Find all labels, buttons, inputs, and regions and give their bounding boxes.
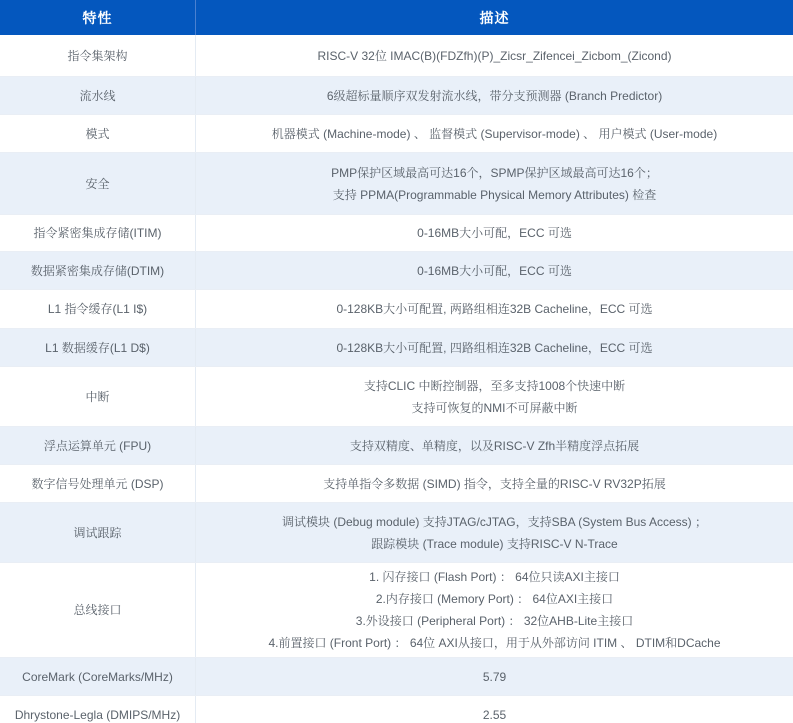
table-row (0, 329, 793, 367)
feature-cell: 浮点运算单元 (FPU) (0, 427, 196, 464)
table-row (0, 153, 793, 215)
description-line: 3.外设接口 (Peripheral Port) ： 32位AHB-Lite主接口 (355, 614, 634, 628)
feature-cell: 调试跟踪 (0, 503, 196, 562)
description-cell (196, 563, 793, 657)
description-cell (196, 35, 793, 76)
feature-cell: 指令集架构 (0, 35, 196, 76)
description-cell (196, 427, 793, 464)
table-row (0, 77, 793, 115)
description-cell (196, 115, 793, 152)
feature-cell: Dhrystone-Legla (DMIPS/MHz) (0, 696, 196, 723)
feature-cell: 数据紧密集成存储(DTIM) (0, 252, 196, 289)
description-line: 支持单指令多数据 (SIMD) 指令，支持全量的RISC-V RV32P拓展 (323, 476, 666, 491)
feature-cell: 中断 (0, 367, 196, 426)
table-body (0, 35, 793, 723)
description-line: 6级超标量顺序双发射流水线，带分支预测器 (Branch Predictor) (326, 88, 663, 103)
table-row (0, 427, 793, 465)
feature-cell: 安全 (0, 153, 196, 214)
feature-cell: 指令紧密集成存储(ITIM) (0, 215, 196, 251)
feature-cell: 流水线 (0, 77, 196, 114)
table-row (0, 465, 793, 503)
description-line: 1. 闪存接口 (Flash Port) ： 64位只读AXI主接口 (369, 570, 620, 584)
table-row (0, 696, 793, 723)
description-line: 调试模块 (Debug module) 支持JTAG/cJTAG，支持SBA (System Bus Access) ； (282, 514, 707, 529)
description-cell (196, 77, 793, 114)
description-cell (196, 215, 793, 251)
description-line: 机器模式 (Machine-mode) 、 监督模式 (Supervisor-mode) 、 用户模式 (User-mode) (271, 126, 718, 141)
table-row (0, 290, 793, 329)
description-line: PMP保护区域最高可达16个，SPMP保护区域最高可达16个； (331, 165, 658, 180)
description-line: 跟踪模块 (Trace module) 支持RISC-V N-Trace (371, 536, 618, 551)
description-line: 0-16MB大小可配，ECC 可选 (417, 263, 572, 278)
description-line: 0-128KB大小可配置, 两路组相连32B Cacheline，ECC 可选 (336, 302, 653, 316)
feature-cell: 数字信号处理单元 (DSP) (0, 465, 196, 502)
table-row (0, 658, 793, 696)
description-cell (196, 465, 793, 502)
description-cell (196, 658, 793, 695)
table-row (0, 252, 793, 290)
description-line: 支持 PPMA(Programmable Physical Memory Attributes) 检查 (332, 187, 657, 202)
description-cell (196, 503, 793, 562)
column-header-feature: 特性 (0, 0, 196, 35)
feature-cell: CoreMark (CoreMarks/MHz) (0, 658, 196, 695)
description-line: 0-128KB大小可配置, 四路组相连32B Cacheline，ECC 可选 (336, 340, 653, 355)
table-row (0, 367, 793, 427)
description-line: RISC-V 32位 IMAC(B)(FDZfh)(P)_Zicsr_Zifencei_Zicbom_(Zicond) (317, 48, 672, 63)
description-line: 2.内存接口 (Memory Port) ： 64位AXI主接口 (375, 592, 614, 606)
table-row (0, 115, 793, 153)
description-line: 5.79 (482, 669, 507, 684)
table-row (0, 503, 793, 563)
description-cell (196, 696, 793, 723)
feature-cell: L1 指令缓存(L1 I$) (0, 290, 196, 328)
column-header-description: 描述 (479, 9, 510, 26)
description-line: 支持CLIC 中断控制器，至多支持1008个快速中断 (363, 378, 626, 393)
description-line: 0-16MB大小可配，ECC 可选 (417, 226, 572, 240)
description-line: 4.前置接口 (Front Port) ： 64位 AXI从接口，用于从外部访问 ITIM 、 DTIM和DCache (268, 636, 721, 650)
feature-cell: 模式 (0, 115, 196, 152)
table-row (0, 563, 793, 658)
table-header (0, 0, 793, 35)
feature-cell: L1 数据缓存(L1 D$) (0, 329, 196, 366)
description-line: 2.55 (482, 707, 507, 722)
description-cell (196, 329, 793, 366)
table-row (0, 35, 793, 77)
description-line: 支持可恢复的NMI不可屏蔽中断 (411, 400, 578, 415)
description-cell (196, 367, 793, 426)
table-row (0, 215, 793, 252)
description-cell (196, 153, 793, 214)
description-line: 支持双精度、单精度，以及RISC-V Zfh半精度浮点拓展 (349, 438, 640, 453)
description-cell (196, 290, 793, 328)
feature-cell: 总线接口 (0, 563, 196, 657)
description-cell (196, 252, 793, 289)
